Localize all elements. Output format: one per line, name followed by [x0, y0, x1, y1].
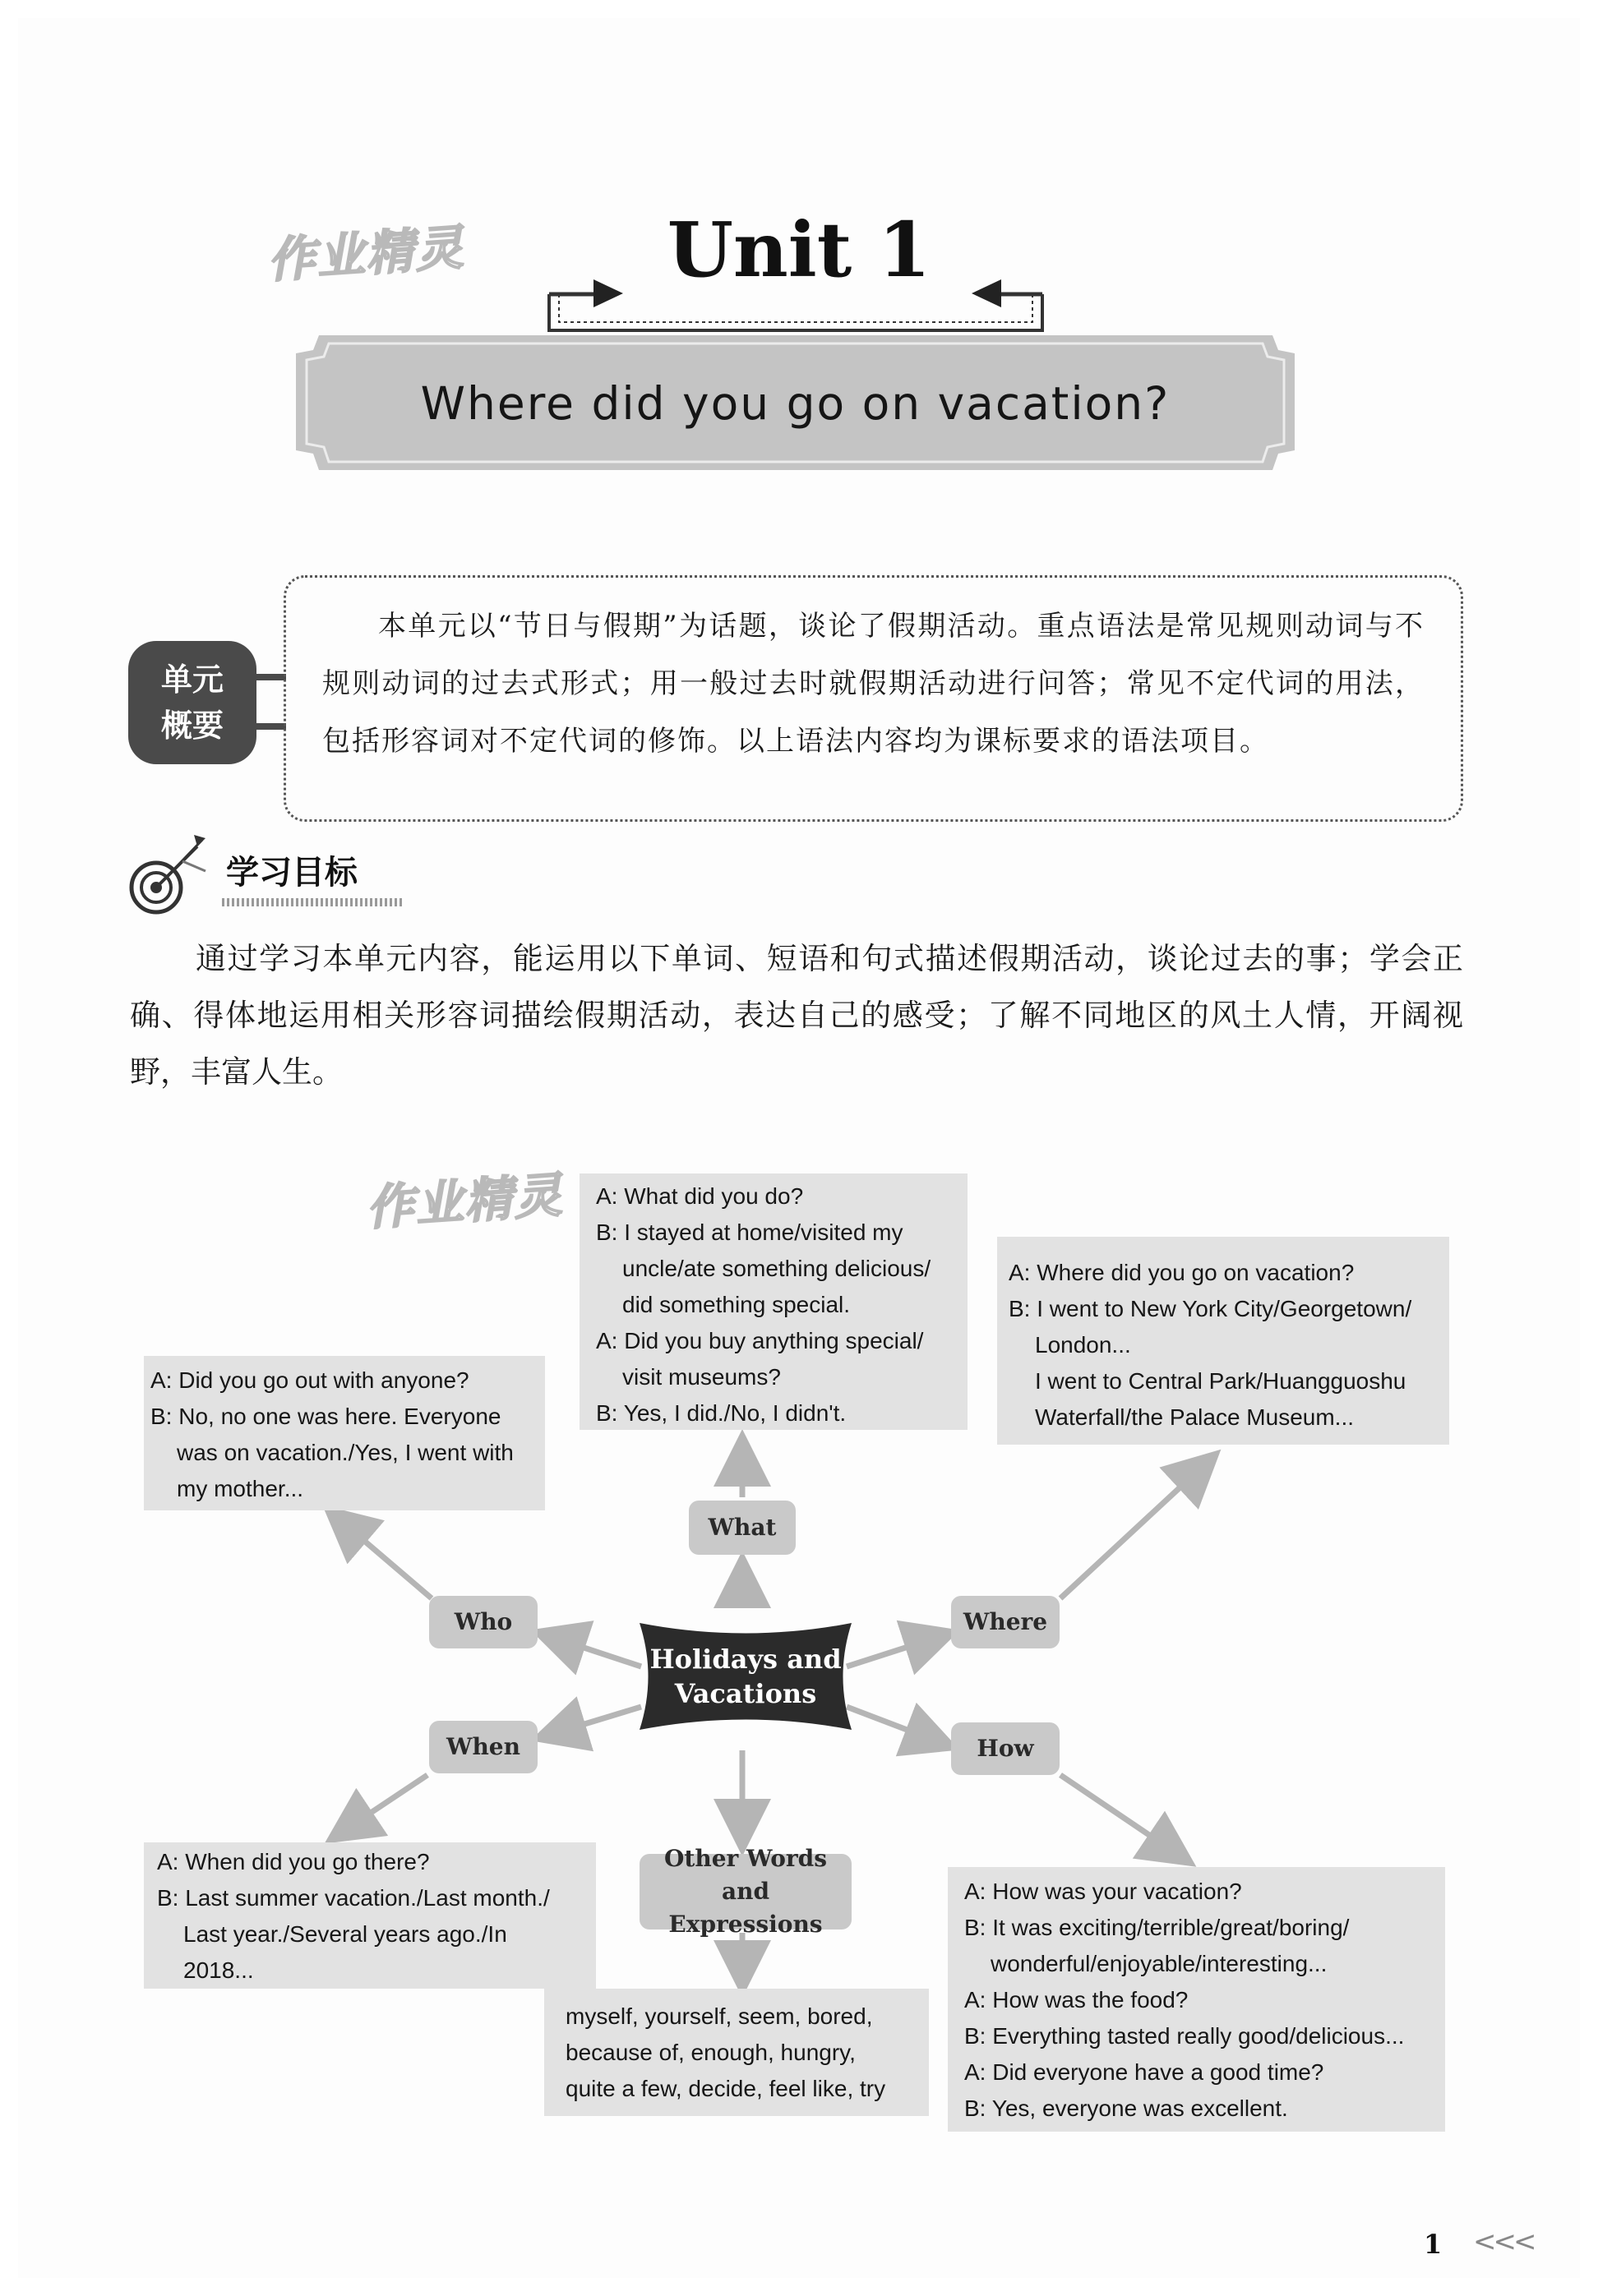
center-topic-line2: Vacations [674, 1678, 817, 1709]
how-line-4: A: How was the food? [964, 1987, 1189, 2012]
other-line-3: quite a few, decide, feel like, try [566, 2076, 886, 2101]
how-line-1: A: How was your vacation? [964, 1879, 1242, 1904]
what-line-3: uncle/ate something delicious/ [622, 1256, 931, 1281]
page-chevron-icon: <<< [1473, 2225, 1534, 2258]
topic-when: When [429, 1721, 538, 1773]
what-line-6: visit museums? [622, 1364, 781, 1390]
who-line-4: my mother... [177, 1476, 304, 1501]
when-box [144, 1842, 596, 1989]
center-topic-line1: Holidays and [649, 1644, 842, 1675]
when-line-3: Last year./Several years ago./In [183, 1921, 507, 1947]
who-box [144, 1356, 545, 1510]
watermark-middle: 作业精灵 [364, 1166, 566, 1237]
center-topic [640, 1623, 852, 1730]
what-line-1: A: What did you do? [596, 1183, 804, 1209]
when-line-2: B: Last summer vacation./Last month./ [157, 1885, 550, 1911]
who-line-2: B: No, no one was here. Everyone [150, 1404, 501, 1429]
topic-what: What [689, 1501, 796, 1555]
summary-badge-line1: 单元 [160, 662, 224, 698]
when-line-4: 2018... [183, 1957, 254, 1983]
summary-connector [253, 674, 286, 730]
target-icon [132, 835, 206, 912]
goals-divider [222, 898, 403, 906]
what-line-5: A: Did you buy anything special/ [596, 1328, 924, 1353]
how-line-2: B: It was exciting/terrible/great/boring/ [964, 1915, 1350, 1940]
how-line-6: A: Did everyone have a good time? [964, 2059, 1324, 2085]
what-line-7: B: Yes, I did./No, I didn't. [596, 1400, 847, 1426]
what-line-4: did something special. [622, 1292, 851, 1317]
other-line-2: because of, enough, hungry, [566, 2040, 856, 2065]
topic-other-line1: Other Words and [664, 1845, 827, 1905]
where-line-2: B: I went to New York City/Georgetown/ [1009, 1296, 1412, 1321]
where-line-4: I went to Central Park/Huangguoshu [1035, 1368, 1406, 1394]
page-number: 1 [1424, 2229, 1443, 2260]
who-line-1: A: Did you go out with anyone? [150, 1367, 469, 1393]
where-line-5: Waterfall/the Palace Museum... [1035, 1404, 1355, 1430]
how-line-5: B: Everything tasted really good/delicious... [964, 2023, 1405, 2049]
goals-heading: 学习目标 [226, 854, 358, 892]
unit-subtitle: Where did you go on vacation? [420, 376, 1171, 430]
other-box [544, 1989, 929, 2116]
when-line-1: A: When did you go there? [157, 1849, 430, 1874]
how-line-3: wonderful/enjoyable/interesting... [991, 1951, 1328, 1976]
unit-title: Unit 1 [667, 205, 931, 294]
watermark-top: 作业精灵 [266, 219, 467, 289]
where-line-3: London... [1035, 1332, 1131, 1358]
other-line-1: myself, yourself, seem, bored, [566, 2003, 873, 2029]
summary-badge [128, 641, 256, 764]
where-box [997, 1237, 1449, 1445]
where-line-1: A: Where did you go on vacation? [1009, 1260, 1355, 1285]
topic-how: How [951, 1722, 1060, 1775]
goals-text: 通过学习本单元内容，能运用以下单词、短语和句式描述假期活动，谈论过去的事；学会正确、得体地运用相关形容词描绘假期活动，表达自己的感受；了解不同地区的风土人情，开阔视野，丰富人生。 [130, 941, 1463, 1090]
what-line-2: B: I stayed at home/visited my [596, 1219, 903, 1245]
summary-badge-line2: 概要 [160, 708, 224, 744]
how-line-7: B: Yes, everyone was excellent. [964, 2095, 1288, 2121]
topic-other-words [640, 1845, 852, 1938]
summary-box [284, 575, 1463, 822]
what-box [580, 1173, 968, 1430]
how-box [948, 1867, 1445, 2132]
who-line-3: was on vacation./Yes, I went with [177, 1440, 514, 1465]
topic-who: Who [429, 1596, 538, 1648]
topic-where: Where [951, 1596, 1060, 1648]
topic-other-line2: Expressions [668, 1911, 823, 1938]
summary-text: 本单元以“节日与假期”为话题，谈论了假期活动。重点语法是常见规则动词与不规则动词的过去式形式；用一般过去时就假期活动进行问答；常见不定代词的用法，包括形容词对不定代词的修饰。以上语法内容均为课标要求的语法项目。 [322, 610, 1425, 758]
